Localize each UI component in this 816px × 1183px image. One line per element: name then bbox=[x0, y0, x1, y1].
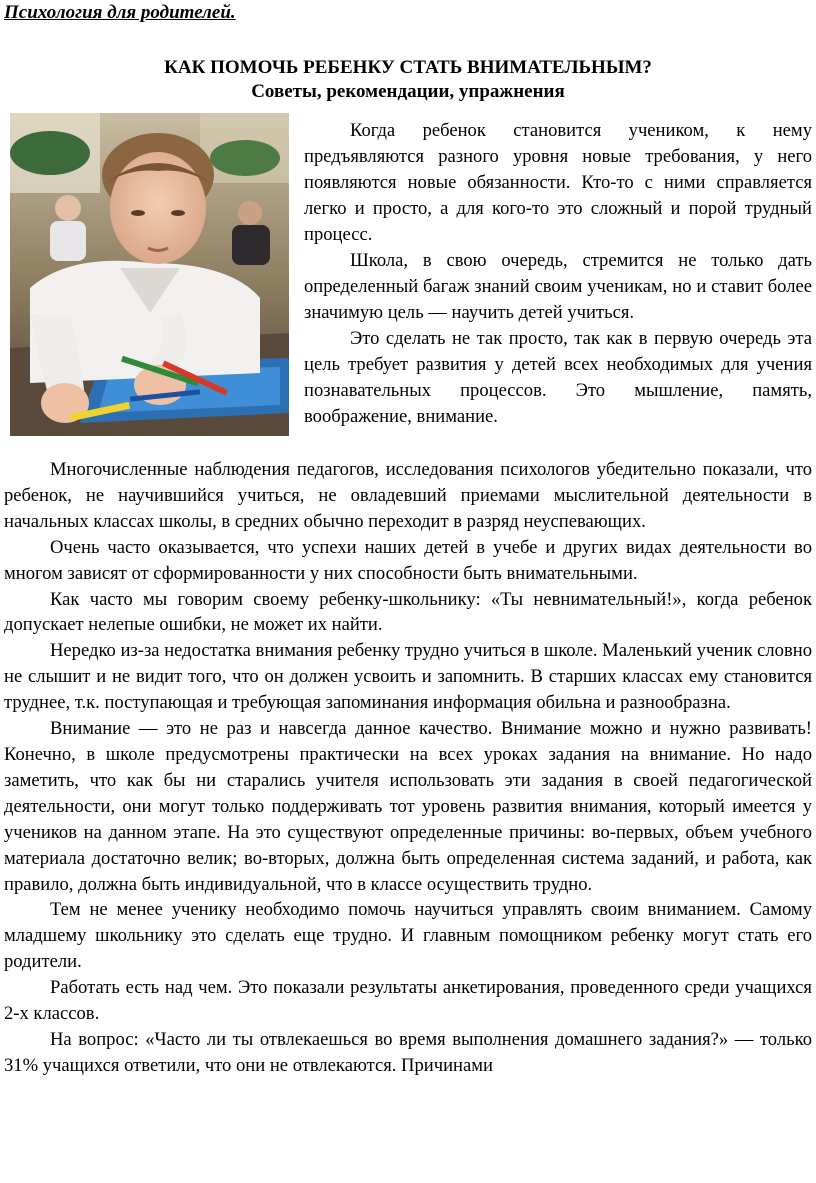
main-text bbox=[4, 457, 812, 1079]
paragraph: Многочисленные наблюдения педагогов, исследования психологов убедительно показали, что ребенок, не научившийся учиться, не овладевший приемами мыслительной деятельности в начальных классах школы, в средних обычно переходит в разряд неуспевающих. bbox=[4, 459, 812, 532]
photo-boy-with-pencils-icon bbox=[10, 113, 289, 436]
paragraph: Когда ребенок становится учеником, к нему предъявляются разного уровня новые требования, у него появляются новые обязанности. Кто-то с ними справляется легко и просто, а для кого-то это сложный и порой трудный процесс. bbox=[304, 120, 812, 245]
paragraph: На вопрос: «Часто ли ты отвлекаешься во время выполнения домашнего задания?» — только 31% учащихся ответили, что они не отвлекаются. Причинами bbox=[4, 1028, 812, 1076]
paragraph: Внимание — это не раз и навсегда данное качество. Внимание можно и нужно развивать! Конечно, в школе предусмотрены практически на всех уроках задания на внимание. Но надо заметить, что как бы ни старались учителя использовать эти задания в своей педагогической деятельности, они могут только поддерживать тот уровень развития внимания, который имеется у учеников на данном этапе. На это существуют определенные причины: во-первых, объем учебного материала достаточно велик; во-вторых, должна быть определенная система заданий, и работа, как правило, должна быть индивидуальной, что в классе осуществить трудно. bbox=[4, 718, 812, 895]
paragraph: Это сделать не так просто, так как в первую очередь эта цель требует развития у детей всех необходимых для учения познавательных процессов. Это мышление, память, воображение, внимание. bbox=[304, 328, 812, 427]
article-title: КАК ПОМОЧЬ РЕБЕНКУ СТАТЬ ВНИМАТЕЛЬНЫМ? bbox=[164, 57, 652, 78]
page-header bbox=[4, 2, 236, 24]
intro-text-column bbox=[304, 118, 812, 430]
header-first-letter: П bbox=[4, 2, 19, 23]
paragraph: Нередко из-за недостатка внимания ребенку трудно учиться в школе. Маленький ученик словно не слышит и не видит того, что он должен усвоить и запомнить. В старших классах ему становится труднее, т.к. поступающая и требующая запоминания информация обильна и разнообразна. bbox=[4, 640, 812, 714]
paragraph: Работать есть над чем. Это показали результаты анкетирования, проведенного среди учащихся 2-х классов. bbox=[4, 977, 812, 1025]
paragraph: Как часто мы говорим своему ребенку-школьнику: «Ты невнимательный!», когда ребенок допускает нелепые ошибки, не может их найти. bbox=[4, 588, 812, 636]
paragraph: Очень часто оказывается, что успехи наших детей в учебе и других видах деятельности во многом зависят от сформированности у них способности быть внимательными. bbox=[4, 536, 812, 584]
article-subtitle: Советы, рекомендации, упражнения bbox=[251, 81, 565, 102]
header-text: сихология для родителей. bbox=[18, 2, 236, 23]
paragraph: Тем не менее ученику необходимо помочь научиться управлять своим вниманием. Самому младшему школьнику это сделать еще трудно. И главным помощником ребенку могут стать его родители. bbox=[4, 899, 812, 973]
paragraph: Школа, в свою очередь, стремится не только дать определенный багаж знаний своим ученикам, но и ставит более значимую цель — научить детей учиться. bbox=[304, 250, 812, 323]
